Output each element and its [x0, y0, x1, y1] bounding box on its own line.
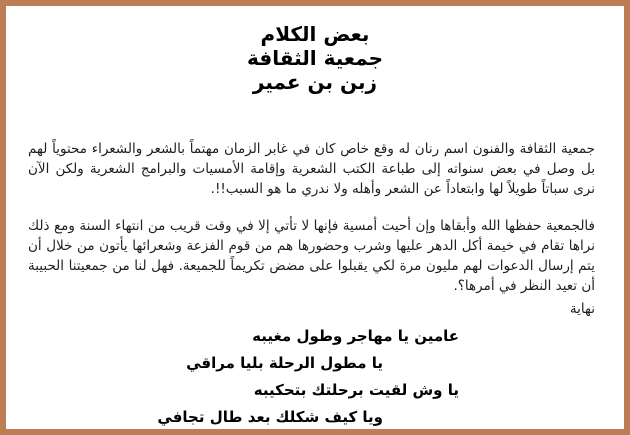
document-body	[6, 139, 624, 431]
author-name: زبن بن عمير	[252, 70, 378, 94]
poem-line-1: عامين يا مهاجر وطول مغيبه	[252, 327, 459, 345]
paragraph-2: فالجمعية حفظها الله وأبقاها وإن أحيت أمسية فإنها لا تأتي إلا في وقت قريب من انتهاء السنة ومع ذلك نراها تقام في خيمة أكل الدهر عليها وشرب وحضورها هم من قوم الفزعة وشعرائها يأتون من خلال أن يتم إرسال الدعوات لهم مليون مرة لكي يقبلوا على مضض تكريماً للجميعة. فهل لنا من جمعيتنا الحبيبة أن تعيد النظر في أمرها؟.	[28, 218, 595, 294]
closing-label: نهاية	[569, 301, 595, 317]
paragraph-1: جمعية الثقافة والفنون اسم رنان له وقع خاص كان في غابر الزمان مهتماً بالشعر والشعراء محتوياً لهم بل وصل في بعض سنواته إلى طباعة الكتب الشعرية وإقامة الأمسيات والبرامج الشعرية ولكن الآن نرى سباتاً طويلاً لها وابتعاداً عن الشعر وأهله ولا ندري ما هو السبب!!.	[28, 141, 595, 197]
poem-line-3: يا وش لقيت برحلتك بتحكيبه	[253, 381, 459, 399]
page-title: بعض الكلام	[260, 22, 370, 46]
poem-block	[28, 323, 595, 431]
poem-line-4: ويا كيف شكلك بعد طال تجافي	[157, 408, 383, 426]
poem-line-2: يا مطول الرحلة بليا مراقي	[186, 354, 383, 372]
title-block	[6, 22, 624, 94]
page-subtitle: جمعية الثقافة	[246, 46, 384, 70]
